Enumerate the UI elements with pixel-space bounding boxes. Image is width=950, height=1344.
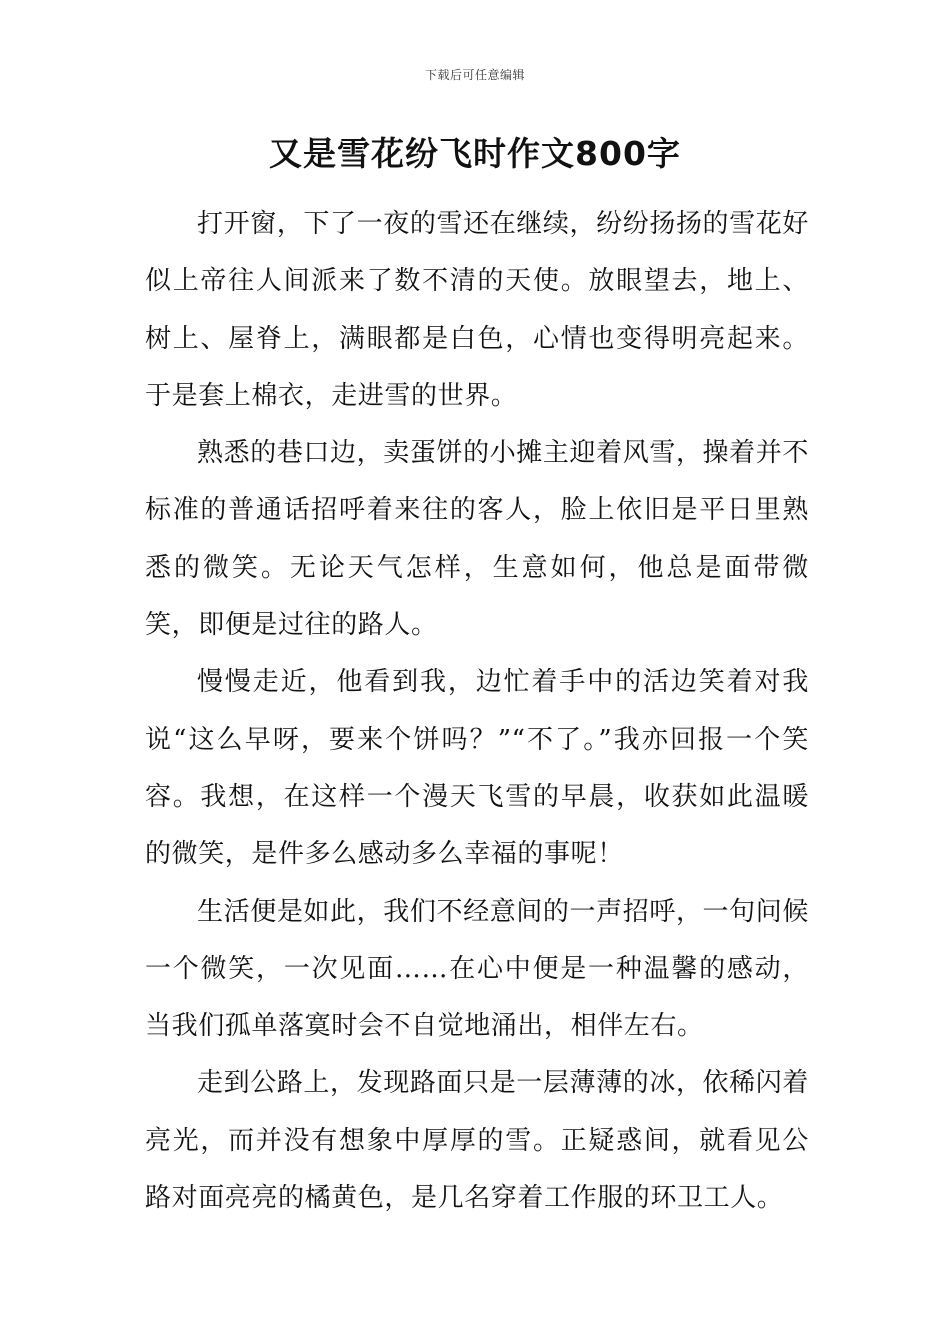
paragraph-1: 打开窗，下了一夜的雪还在继续，纷纷扬扬的雪花好似上帝往人间派来了数不清的天使。放眼望去，地上、树上、屋脊上，满眼都是白色，心情也变得明亮起来。于是套上棉衣，走进雪的世界。 — [145, 209, 809, 411]
paragraph-5: 走到公路上，发现路面只是一层薄薄的冰，依稀闪着亮光，而并没有想象中厚厚的雪。正疑惑间，就看见公路对面亮亮的橘黄色，是几名穿着工作服的环卫工人。 — [145, 1068, 809, 1214]
paragraph-4: 生活便是如此，我们不经意间的一声招呼，一句问候一个微笑，一次见面……在心中便是一种温馨的感动，当我们孤单落寞时会不自觉地涌出，相伴左右。 — [145, 896, 809, 1042]
paragraph-3: 慢慢走近，他看到我，边忙着手中的活边笑着对我说“这么早呀，要来个饼吗？”“不了。”我亦回报一个笑容。我想，在这样一个漫天飞雪的早晨，收获如此温暖的微笑，是件多么感动多么幸福的事呢！ — [145, 667, 809, 870]
header-note: 下载后可任意编辑 — [424, 68, 525, 82]
paragraph-2: 熟悉的巷口边，卖蛋饼的小摊主迎着风雪，操着并不标准的普通话招呼着来往的客人，脸上依旧是平日里熟悉的微笑。无论天气怎样，生意如何，他总是面带微笑，即便是过往的路人。 — [145, 438, 809, 641]
document-body — [145, 196, 809, 1227]
document-title: 又是雪花纷飞时作文800字 — [269, 134, 681, 173]
